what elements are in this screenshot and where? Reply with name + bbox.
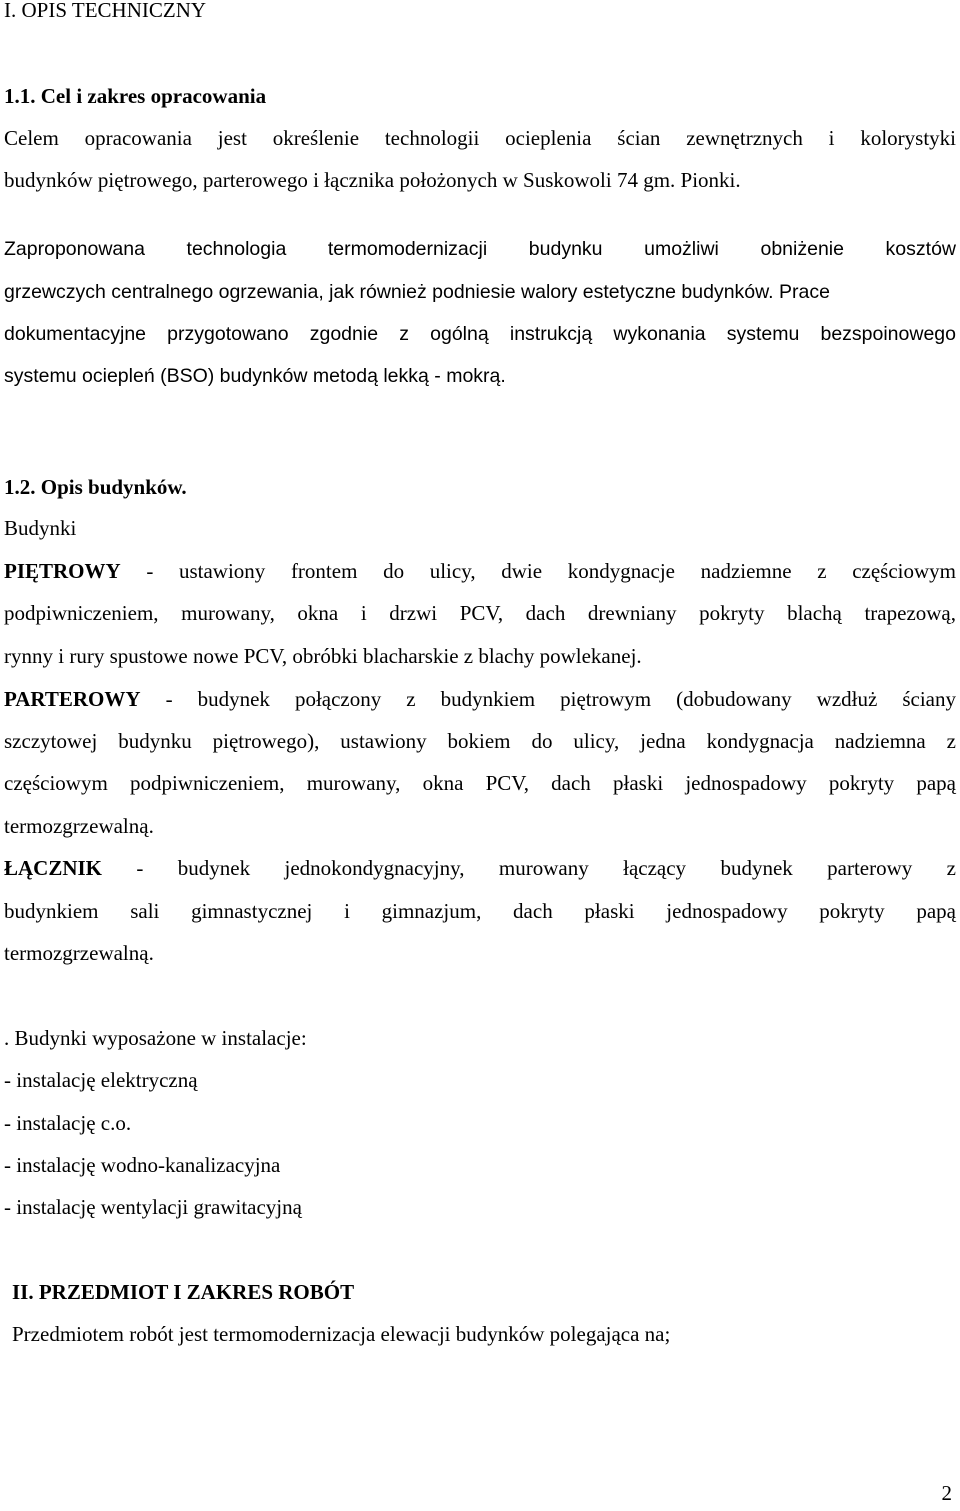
paragraph-line: szczytowej budynku piętrowego), ustawiony bokiem do ulicy, jedna kondygnacja nadziemna z bbox=[4, 729, 956, 753]
heading-opis-techniczny: I. OPIS TECHNICZNY bbox=[4, 0, 207, 22]
section-title-opis-budynkow: 1.2. Opis budynków. bbox=[4, 475, 187, 499]
pietrowy-term: PIĘTROWY bbox=[4, 559, 121, 583]
parterowy-text: - budynek połączony z budynkiem piętrowym (dobudowany wzdłuż ściany bbox=[140, 687, 956, 711]
parterowy-description-line bbox=[4, 686, 956, 712]
paragraph-line: budynkiem sali gimnastycznej i gimnazjum, dach płaski jednospadowy pokryty papą bbox=[4, 899, 956, 923]
paragraph-line: dokumentacyjne przygotowano zgodnie z ogólną instrukcją wykonania systemu bezspoinowego bbox=[4, 323, 956, 345]
list-item: - instalację wodno-kanalizacyjna bbox=[4, 1153, 281, 1177]
paragraph-line: rynny i rury spustowe nowe PCV, obróbki blacharskie z blachy powlekanej. bbox=[4, 644, 642, 668]
section-title-cel-i-zakres: 1.1. Cel i zakres opracowania bbox=[4, 84, 267, 108]
paragraph-line: Przedmiotem robót jest termomodernizacja elewacji budynków polegająca na; bbox=[12, 1322, 671, 1346]
paragraph-line: częściowym podpiwniczeniem, murowany, okna PCV, dach płaski jednospadowy pokryty papą bbox=[4, 771, 956, 795]
paragraph-line: Celem opracowania jest określenie technologii ocieplenia ścian zewnętrznych i kolorystyki bbox=[4, 126, 956, 150]
paragraph-line: termozgrzewalną. bbox=[4, 814, 154, 838]
installations-intro: . Budynki wyposażone w instalacje: bbox=[4, 1026, 307, 1050]
page-number: 2 bbox=[941, 1481, 952, 1505]
pietrowy-description-line bbox=[4, 558, 956, 584]
paragraph-line: termozgrzewalną. bbox=[4, 941, 154, 965]
paragraph-line: podpiwniczeniem, murowany, okna i drzwi PCV, dach drewniany pokryty blachą trapezową, bbox=[4, 601, 956, 625]
list-item: - instalację elektryczną bbox=[4, 1068, 198, 1092]
paragraph-line: budynków piętrowego, parterowego i łącznika położonych w Suskowoli 74 gm. Pionki. bbox=[4, 168, 741, 192]
paragraph-line: systemu ociepleń (BSO) budynków metodą lekką - mokrą. bbox=[4, 365, 506, 387]
paragraph-line: Zaproponowana technologia termomodernizacji budynku umożliwi obniżenie kosztów bbox=[4, 238, 956, 260]
parterowy-term: PARTEROWY bbox=[4, 687, 141, 711]
lacznik-term: ŁĄCZNIK bbox=[4, 856, 103, 880]
list-item: - instalację c.o. bbox=[4, 1111, 132, 1135]
heading-przedmiot-i-zakres: II. PRZEDMIOT I ZAKRES ROBÓT bbox=[12, 1280, 355, 1304]
lacznik-text: - budynek jednokondygnacyjny, murowany łączący budynek parterowy z bbox=[102, 856, 956, 880]
lacznik-description-line bbox=[4, 855, 956, 881]
subtitle-budynki: Budynki bbox=[4, 516, 77, 540]
paragraph-line: grzewczych centralnego ogrzewania, jak również podniesie walory estetyczne budynków. Prace bbox=[4, 281, 830, 303]
pietrowy-text: - ustawiony frontem do ulicy, dwie kondygnacje nadziemne z częściowym bbox=[120, 559, 956, 583]
list-item: - instalację wentylacji grawitacyjną bbox=[4, 1195, 302, 1219]
